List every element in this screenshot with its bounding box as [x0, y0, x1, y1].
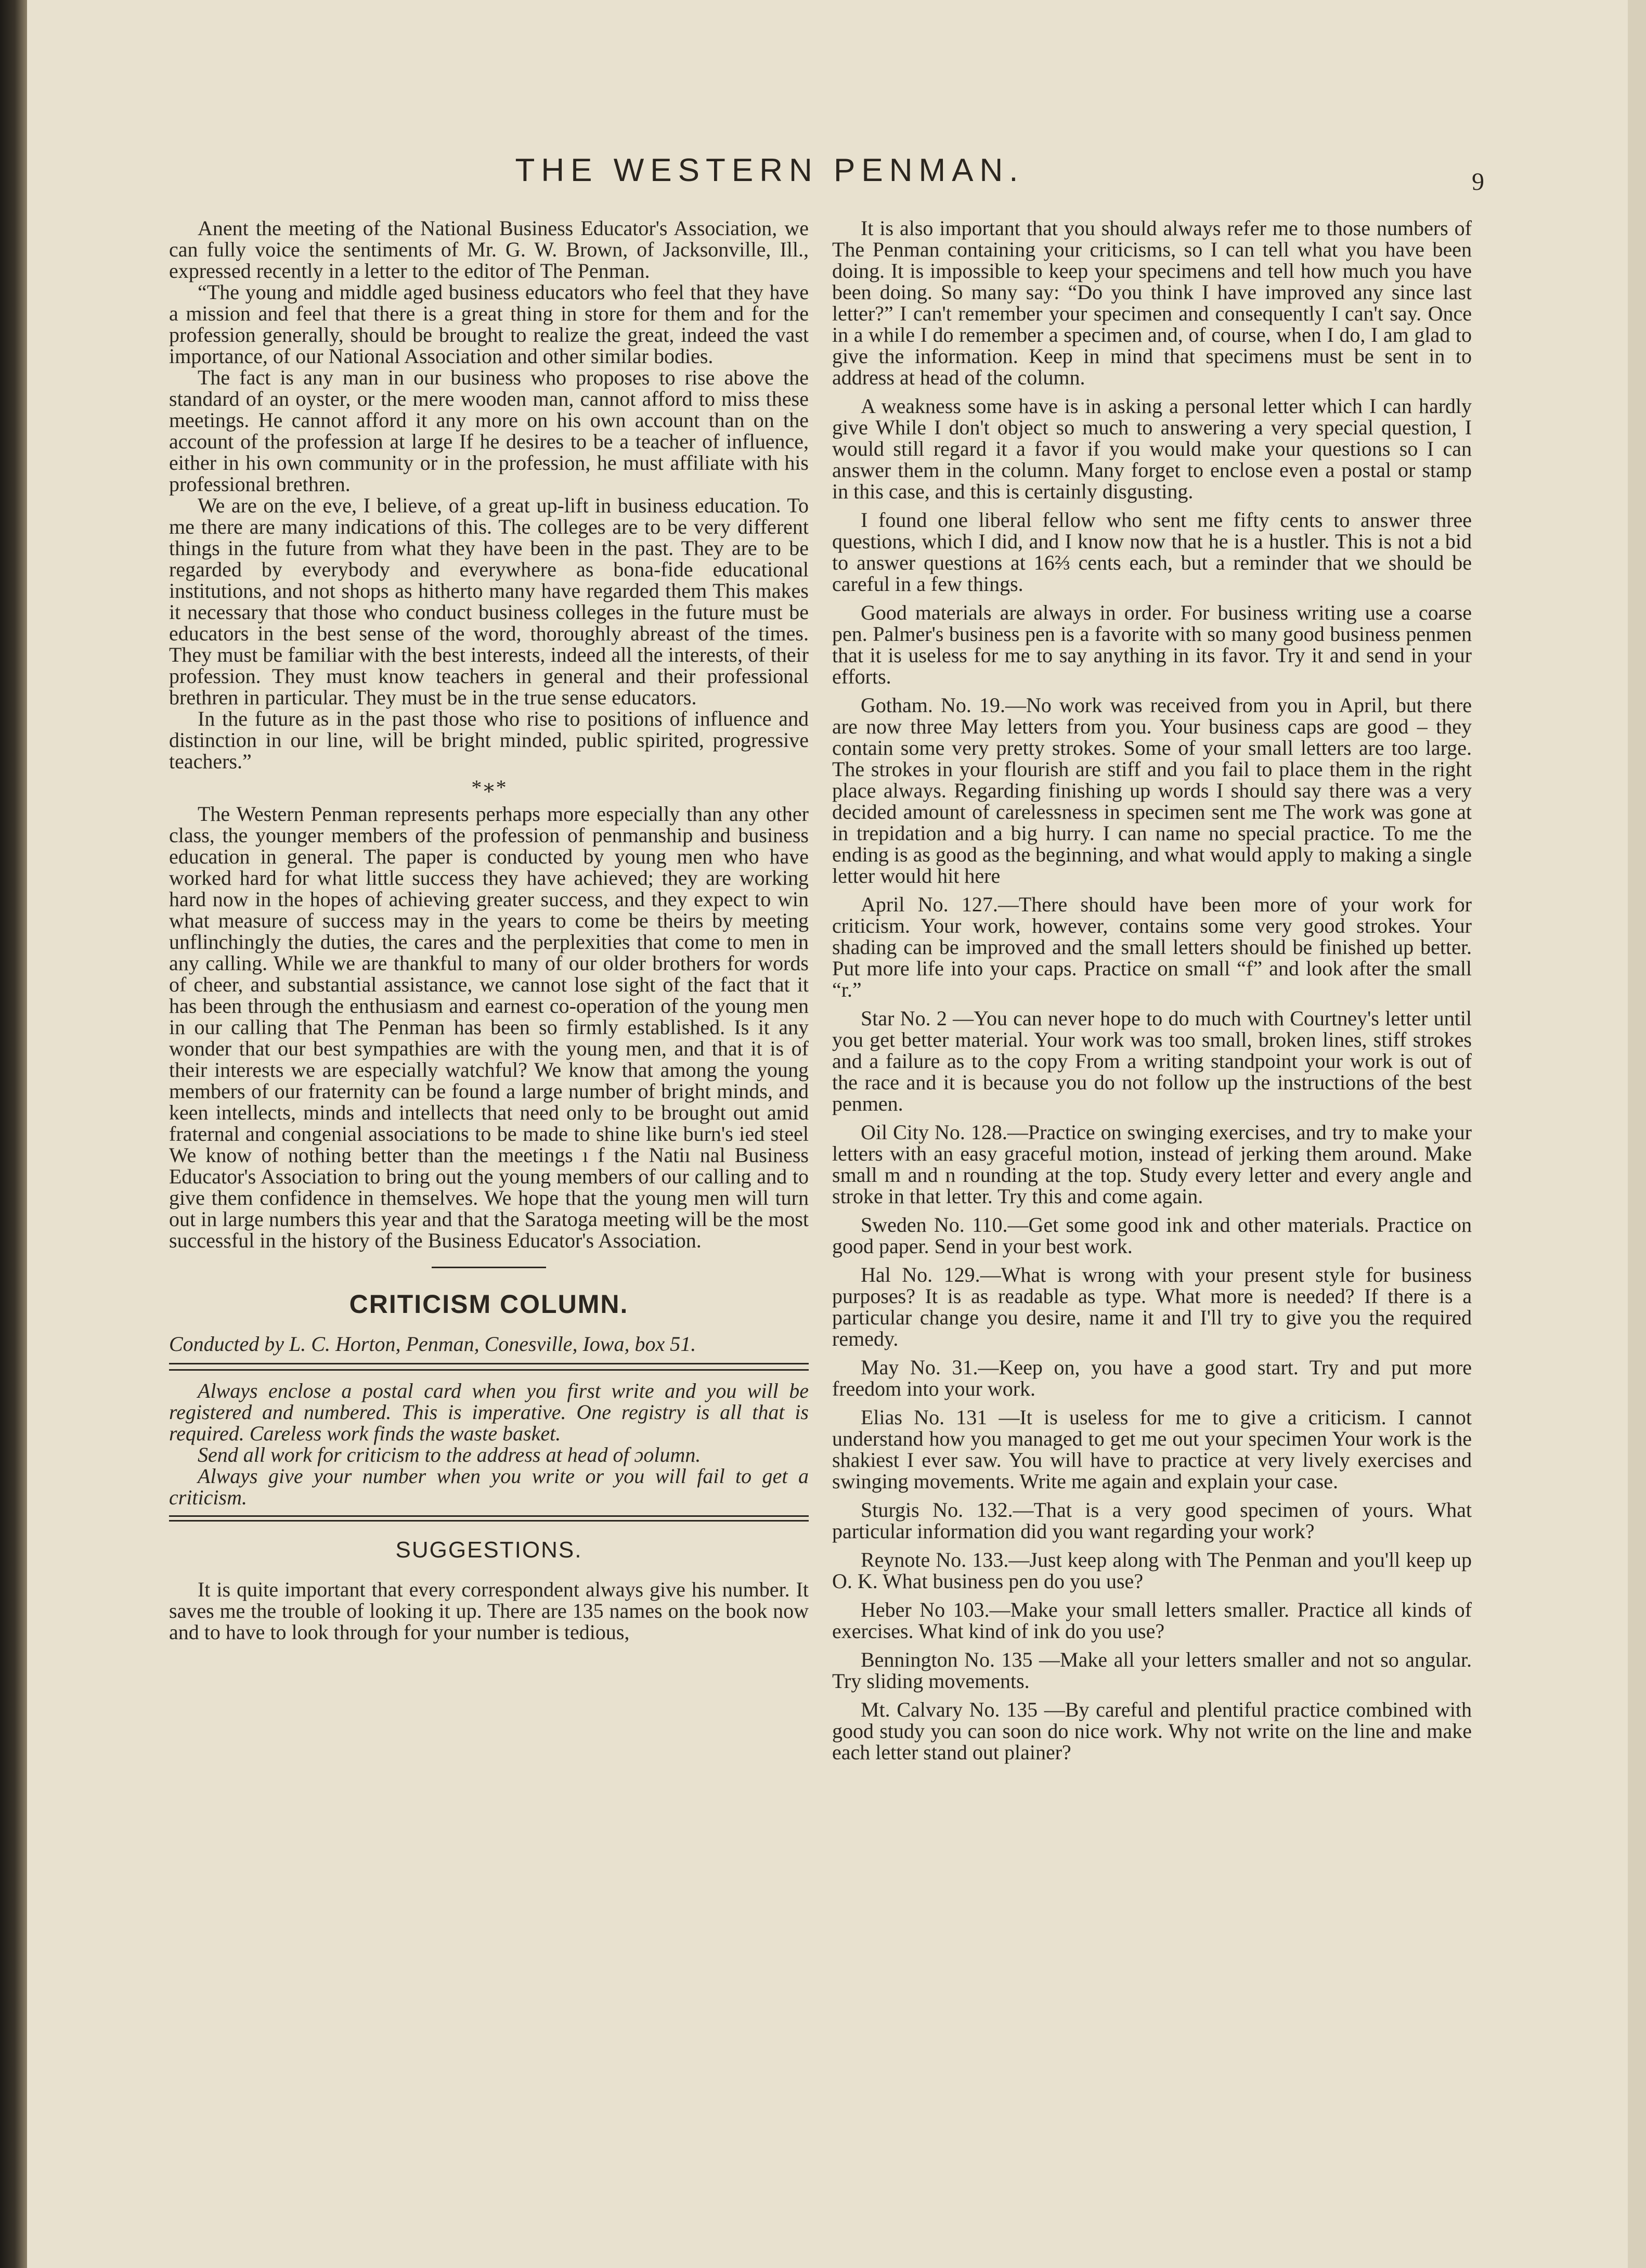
instruction-text: Always enclose a postal card when you first write and you will be registered and numbered. This is imperative. One registry is all that is required. Careless work finds the waste basket. — [169, 1379, 809, 1445]
asterism-separator: *∗* — [471, 776, 507, 799]
scan-binding-edge — [0, 0, 27, 2268]
page-right-margin — [1628, 0, 1646, 2268]
criticism-entry: Gotham. No. 19.—No work was received from you in April, but there are now three May letters from you. Your business caps are good – they contain some very pretty strokes. Some of your small letters are too large. The strokes in your flourish are stiff and you fail to place them in the right place always. Regarding finishing up words I should say there was a very decided amount of carelessness in specimen sent me The work was gone at in trepidation and a big hurry. I can name no special practice. To me the ending is as good as the beginning, and what would apply to making a single letter would hit here — [832, 693, 1472, 887]
double-rule — [169, 1363, 809, 1371]
instruction-text: Always give your number when you write or you will fail to get a criticism. — [169, 1464, 809, 1509]
paragraph: Anent the meeting of the National Business Educator's Association, we can fully voice the sentiments of Mr. G. W. Brown, of Jacksonville, Ill., expressed recently in a letter to the editor of The Penman. — [169, 216, 809, 282]
page-title: THE WESTERN PENMAN. — [515, 152, 1025, 188]
paragraph: It is also important that you should always refer me to those numbers of The Penman containing your criticisms, so I can tell what you have been doing. It is impossible to keep your specimens and tell how much you have been doing. So many say: “Do you think I have improved any since last letter?” I can't remember your specimen and consequently I can't say. Once in a while I do remember a specimen and, of course, when I do, I am glad to give the information. Keep in mind that specimens must be sent in to address at head of the column. — [832, 216, 1472, 389]
criticism-byline: Conducted by L. C. Horton, Penman, Conesville, Iowa, box 51. — [169, 1332, 696, 1356]
page-number: 9 — [1472, 168, 1484, 196]
criticism-entry: Sweden No. 110.—Get some good ink and other materials. Practice on good paper. Send in your best work. — [832, 1213, 1472, 1258]
criticism-entry: Bennington No. 135 —Make all your letters smaller and not so angular. Try sliding movements. — [832, 1648, 1472, 1693]
criticism-entry: Star No. 2 —You can never hope to do much with Courtney's letter until you get better material. Your work was too small, broken lines, stiff strokes and a failure as to the copy From a writing standpoint your work is out of the race and it is because you do not follow up the instructions of the best penmen. — [832, 1007, 1472, 1115]
paragraph: The Western Penman represents perhaps more especially than any other class, the younger members of the profession of penmanship and business education in general. The paper is conducted by young men who have worked hard for what little success they have achieved; they are working hard now in the hopes of achieving greater success, and they expect to win what measure of success may in the years to come be theirs by meeting unflinchingly the duties, the cares and the perplexities that come to men in any calling. While we are thankful to many of our older brothers for words of cheer, and substantial assistance, we cannot lose sight of the fact that it has been through the enthusiasm and earnest co-operation of the young men in our calling that The Penman has been so firmly established. Is it any wonder that our best sympathies are with the young men, and that it is of their interests we are especially watchful? We know that among the young members of our fraternity can be found a large number of bright minds, and keen intellects, minds and intellects that need only to be brought out amid fraternal and congenial associations to be made to shine like burn's ied steel We know of nothing better than the meetings ı f the Natiı nal Business Educator's Association to bring out the young members of our calling and to give them confidence in themselves. We hope that the young men will turn out in large numbers this year and that the Saratoga meeting will be the most successful in the history of the Business Educator's Association. — [169, 802, 809, 1252]
criticism-entry: May No. 31.—Keep on, you have a good start. Try and put more freedom into your work. — [832, 1356, 1472, 1400]
paragraph: The fact is any man in our business who proposes to rise above the standard of an oyster, or the mere wooden man, cannot afford to miss these meetings. He cannot afford it any more on his own account than on the account of the profession at large If he desires to be a teacher of influence, either in his own community or in the profession, he must affiliate with his professional brethren. — [169, 366, 809, 496]
paragraph: A weakness some have is in asking a personal letter which I can hardly give While I don't object so much to answering a very special question, I would still regard it a favor if you would make your questions so I can answer them in the column. Many forget to enclose even a postal or stamp in this case, and this is certainly disgusting. — [832, 394, 1472, 503]
paragraph: I found one liberal fellow who sent me fifty cents to answer three questions, which I did, and I know now that he is a hustler. This is not a bid to answer questions at 16⅔ cents each, but a reminder that we should be careful in a few things. — [832, 508, 1472, 596]
criticism-entry: Elias No. 131 —It is useless for me to give a criticism. I cannot understand how you managed to get me out your specimen Your work is the shakiest I ever saw. You will have to practice at very lively exercises and swinging movements. Write me again and explain your case. — [832, 1406, 1472, 1493]
paragraph: We are on the eve, I believe, of a great up-lift in business education. To me there are many indications of this. The colleges are to be very different things in the future from what they have been in the past. They are to be regarded by everybody and everywhere as bona-fide educational institutions, and not shops as hitherto many have regarded them This makes it necessary that those who conduct business colleges in the future must be educators in the best sense of the word, thoroughly abreast of the times. They must be familiar with the best interests, indeed all the interests, of their profession. They must know teachers in general and their professional brethren in particular. They must be in the true sense educators. — [169, 494, 809, 709]
paragraph: “The young and middle aged business educators who feel that they have a mission and feel that there is a great thing in store for them and for the profession generally, should be brought to realize the great, indeed the vast importance, of our National Association and other similar bodies. — [169, 280, 809, 368]
criticism-entry: Hal No. 129.—What is wrong with your present style for business purposes? It is as readable as type. What more is needed? If there is a particular change you desire, name it and I'll try to give you the required remedy. — [832, 1263, 1472, 1350]
left-column — [169, 217, 809, 1643]
criticism-entry: April No. 127.—There should have been more of your work for criticism. Your work, however, contains some very good strokes. Your shading can be improved and the small letters should be finished up better. Put more life into your caps. Practice on small “f” and look after the small “r.” — [832, 893, 1472, 1001]
criticism-entry: Oil City No. 128.—Practice on swinging exercises, and try to make your letters with an easy graceful motion, instead of jerking them around. Make small m and n rounding at the top. Study every letter and every angle and stroke in that letter. Try this and come again. — [832, 1120, 1472, 1208]
paragraph: It is quite important that every correspondent always give his number. It saves me the trouble of looking it up. There are 135 names on the book now and to have to look through for your number is tedious, — [169, 1578, 809, 1644]
paragraph: In the future as in the past those who rise to positions of influence and distinction in our line, will be bright minded, public spirited, progressive teachers.” — [169, 707, 809, 773]
double-rule — [169, 1515, 809, 1522]
criticism-entry: Sturgis No. 132.—That is a very good specimen of yours. What particular information did you want regarding your work? — [832, 1498, 1472, 1543]
criticism-entry: Mt. Calvary No. 135 —By careful and plentiful practice combined with good study you can soon do nice work. Why not write on the line and make each letter stand out plainer? — [832, 1698, 1472, 1764]
instruction-text: Send all work for criticism to the address at head of ɔolumn. — [198, 1443, 701, 1466]
suggestions-heading: SUGGESTIONS. — [395, 1537, 582, 1563]
section-divider — [432, 1267, 546, 1268]
criticism-heading: CRITICISM COLUMN. — [349, 1290, 629, 1319]
criticism-entry: Heber No 103.—Make your small letters smaller. Practice all kinds of exercises. What kind of ink do you use? — [832, 1598, 1472, 1643]
paragraph: Good materials are always in order. For business writing use a coarse pen. Palmer's business pen is a favorite with so many good business penmen that it is useless for me to say anything in its favor. Try it and send in your efforts. — [832, 601, 1472, 688]
criticism-entry: Reynote No. 133.—Just keep along with The Penman and you'll keep up O. K. What business pen do you use? — [832, 1548, 1472, 1593]
right-column — [832, 217, 1472, 1770]
